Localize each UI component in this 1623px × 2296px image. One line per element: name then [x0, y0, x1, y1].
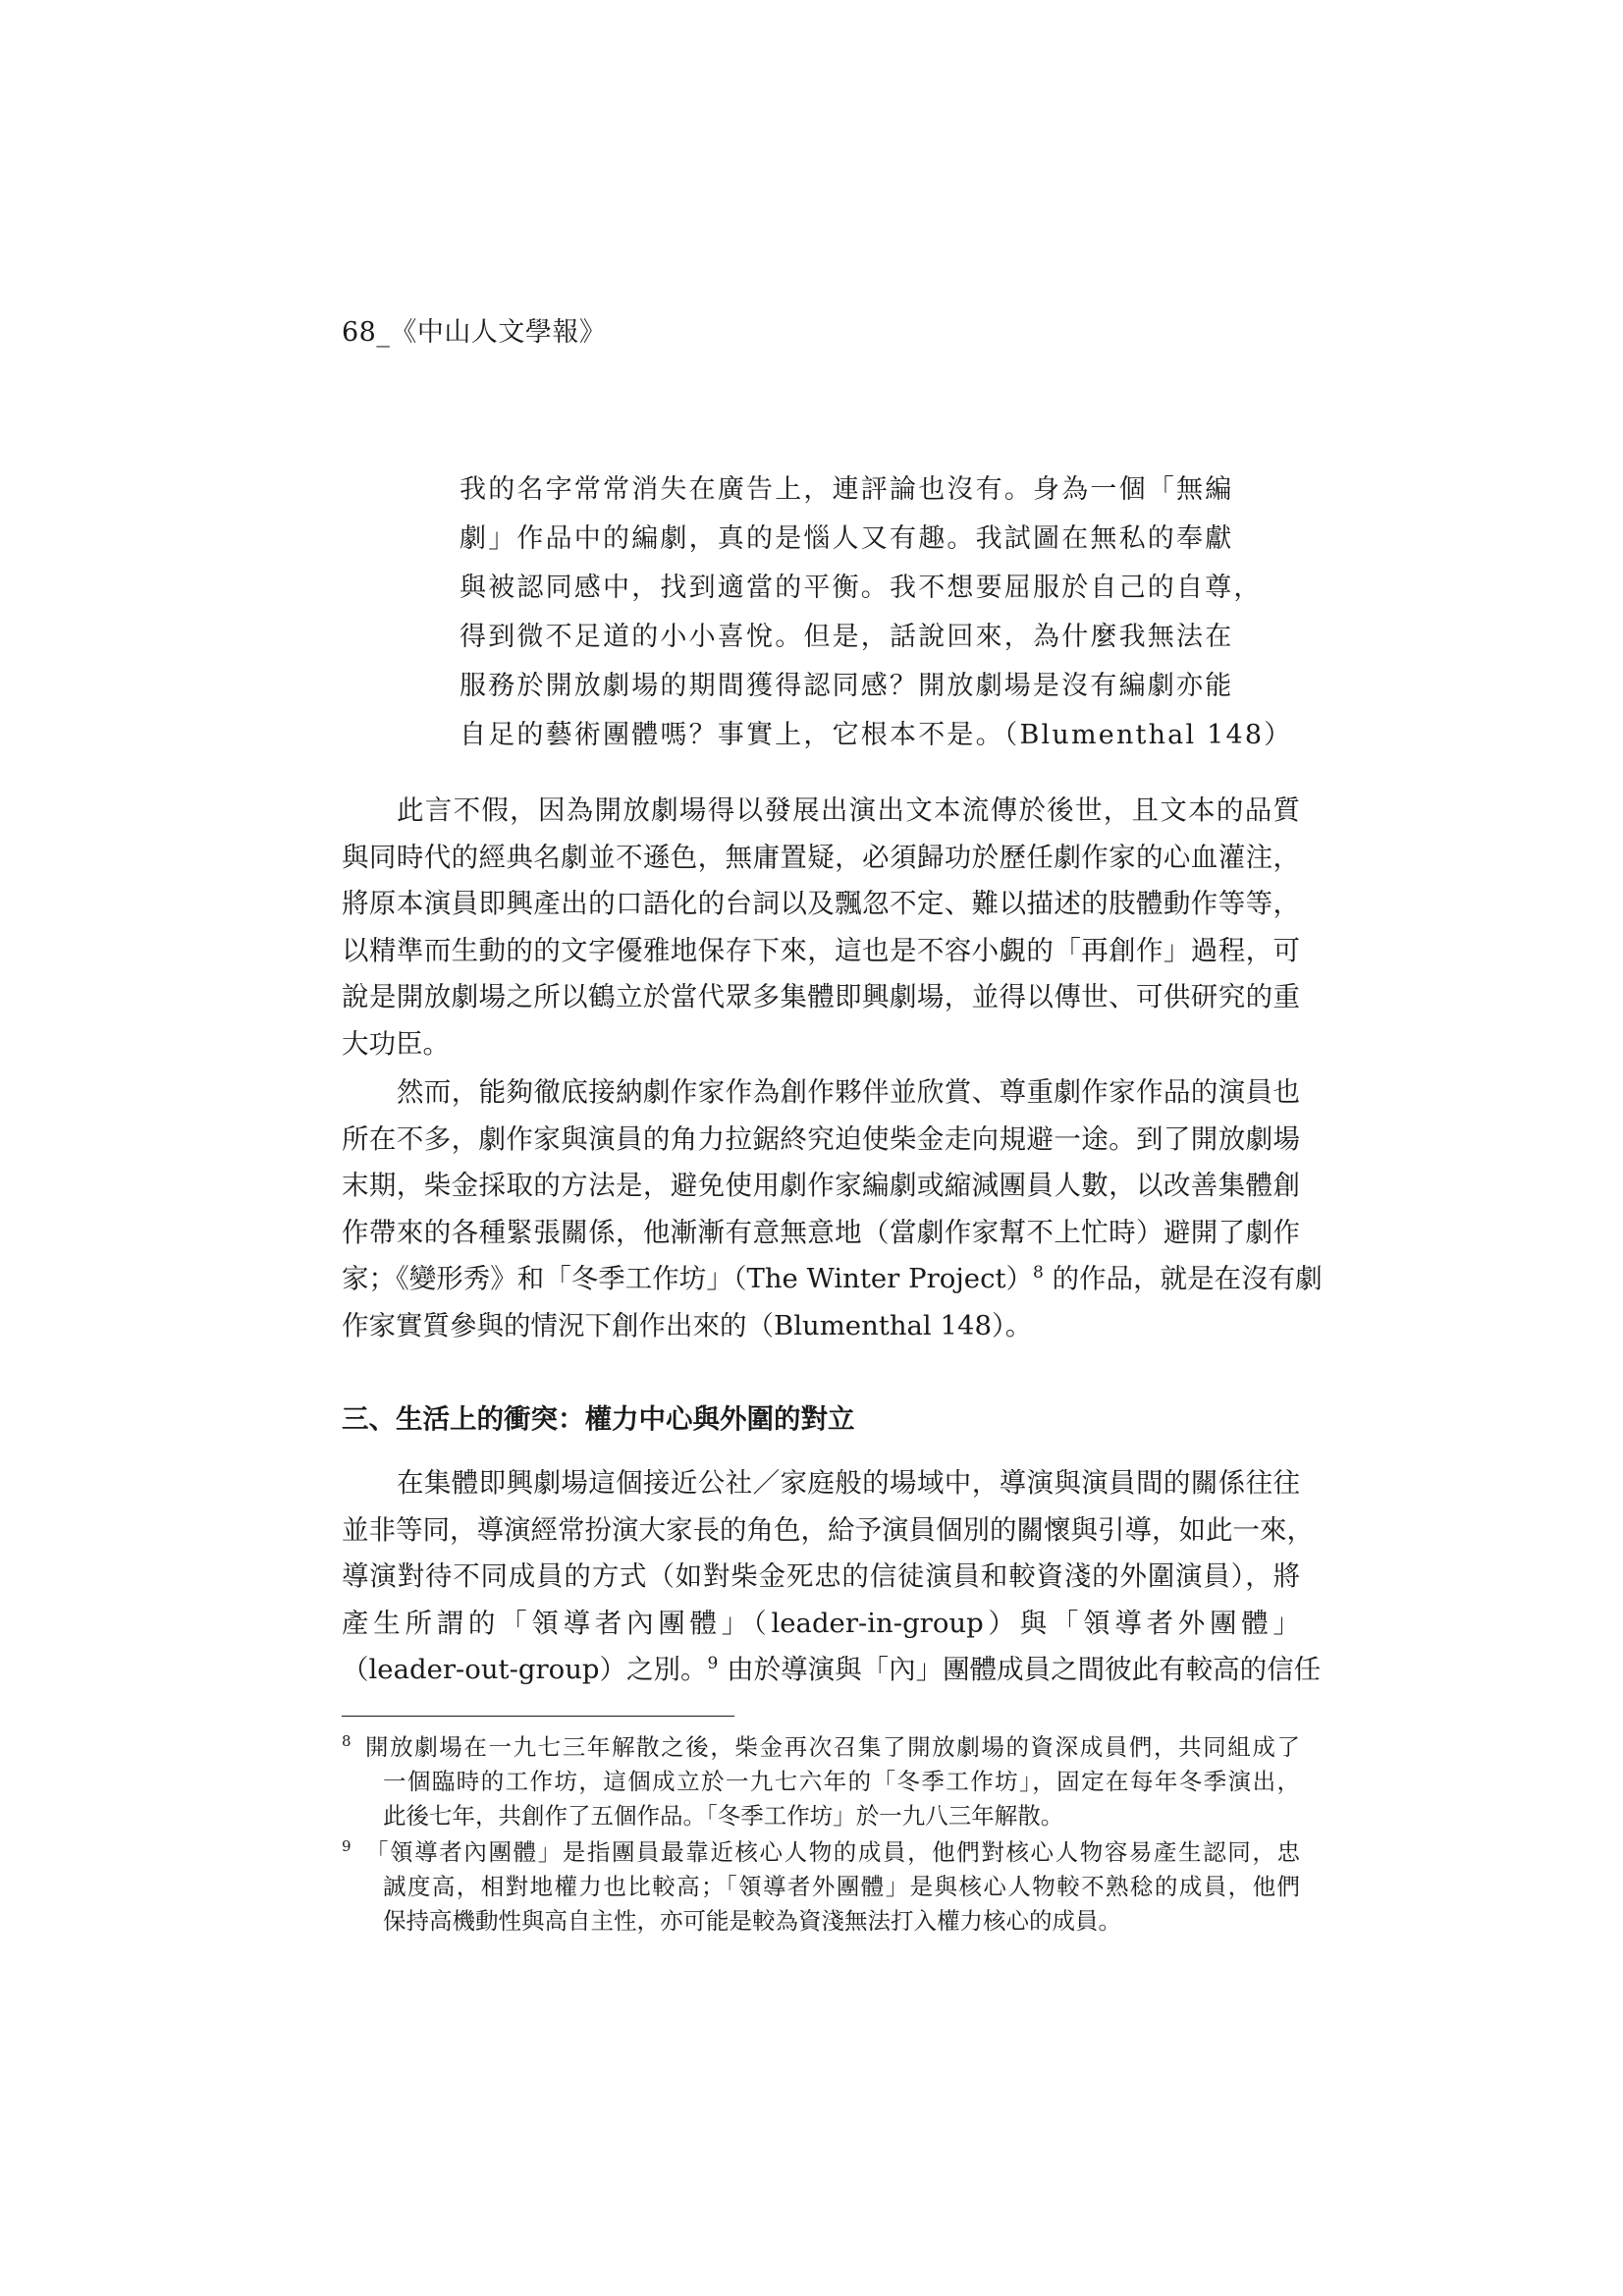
paragraph-line: 所在不多，劇作家與演員的角力拉鋸終究迫使柴金走向規避一途。到了開放劇場: [342, 1122, 1300, 1155]
quote-line: 自足的藝術團體嗎？事實上，它根本不是。（Blumenthal 148）: [460, 720, 1293, 750]
footnote-line: 此後七年，共創作了五個作品。「冬季工作坊」於一九八三年解散。: [383, 1802, 1064, 1830]
paragraph-line: 作家實質參與的情況下創作出來的（Blumenthal 148）。: [342, 1309, 1033, 1341]
footnote-9: [342, 1835, 1300, 1939]
line-text: （leader-out-group）之別。: [342, 1654, 708, 1685]
footnote-divider: [342, 1716, 734, 1717]
line-text: 由於導演與「內」團體成員之間彼此有較高的信任: [718, 1654, 1322, 1685]
footnote-line: 一個臨時的工作坊，這個成立於一九七六年的「冬季工作坊」，固定在每年冬季演出，: [383, 1768, 1300, 1795]
footnote-ref-8[interactable]: 8: [1033, 1262, 1044, 1283]
body-paragraph: [342, 1069, 1323, 1349]
paragraph-line: 末期，柴金採取的方法是，避免使用劇作家編劇或縮減團員人數，以改善集體創: [342, 1170, 1300, 1201]
quote-line: 得到微不足道的小小喜悅。但是，話說回來，為什麼我無法在: [460, 622, 1234, 652]
paragraph-line: 與同時代的經典名劇並不遜色，無庸置疑，必須歸功於歷任劇作家的心血灌注，: [342, 841, 1300, 873]
footnote-line: 開放劇場在一九七三年解散之後，柴金再次召集了開放劇場的資深成員們，共同組成了: [365, 1733, 1300, 1761]
running-header: 68_《中山人文學報》: [342, 317, 607, 348]
paragraph-line: 導演對待不同成員的方式（如對柴金死忠的信徒演員和較資淺的外圍演員），將: [342, 1560, 1300, 1592]
paragraph-line: 然而，能夠徹底接納劇作家作為創作夥伴並欣賞、尊重劇作家作品的演員也: [397, 1076, 1300, 1108]
paragraph-line: 將原本演員即興產出的口語化的台詞以及飄忽不定、難以描述的肢體動作等等，: [342, 888, 1300, 919]
paragraph-line: 大功臣。: [342, 1027, 450, 1060]
body-paragraph: [342, 788, 1300, 1067]
paragraph-line: [342, 1256, 1323, 1303]
footnote-ref-9[interactable]: 9: [707, 1653, 719, 1673]
footnote-line: 誠度高，相對地權力也比較高；「領導者外團體」是與核心人物較不熟稔的成員，他們: [383, 1873, 1300, 1900]
footnote-line: 「領導者內團體」是指團員最靠近核心人物的成員，他們對核心人物容易產生認同，忠: [365, 1838, 1300, 1866]
footnote-number: 8: [342, 1732, 352, 1750]
footnote-8: [342, 1730, 1300, 1833]
quote-line: 服務於開放劇場的期間獲得認同感？開放劇場是沒有編劇亦能: [460, 671, 1234, 701]
paragraph-line: 並非等同，導演經常扮演大家長的角色，給予演員個別的關懷與引導，如此一來，: [342, 1513, 1314, 1546]
body-paragraph: [342, 1460, 1322, 1694]
block-quote: [460, 465, 1293, 760]
quote-line: 與被認同感中，找到適當的平衡。我不想要屈服於自己的自尊，: [460, 573, 1263, 603]
paragraph-line: [342, 1647, 1322, 1694]
paragraph-line: 以精準而生動的的文字優雅地保存下來，這也是不容小覷的「再創作」過程，可: [342, 934, 1300, 966]
paragraph-line: 產生所謂的「領導者內團體」（leader-in-group）與「領導者外團體」: [342, 1607, 1300, 1639]
paragraph-line: 在集體即興劇場這個接近公社／家庭般的場域中，導演與演員間的關係往往: [397, 1467, 1300, 1499]
line-text: 的作品，就是在沒有劇: [1043, 1263, 1323, 1294]
paragraph-line: 作帶來的各種緊張關係，他漸漸有意無意地（當劇作家幫不上忙時）避開了劇作: [342, 1216, 1300, 1248]
footnote-number: 9: [342, 1837, 352, 1855]
quote-line: 我的名字常常消失在廣告上，連評論也沒有。身為一個「無編: [460, 474, 1234, 505]
section-heading: 三、生活上的衝突：權力中心與外圍的對立: [342, 1403, 855, 1435]
footnotes: [342, 1730, 1300, 1941]
footnote-line: 保持高機動性與高自主性，亦可能是較為資淺無法打入權力核心的成員。: [383, 1907, 1121, 1935]
paragraph-line: 說是開放劇場之所以鶴立於當代眾多集體即興劇場，並得以傳世、可供研究的重: [342, 981, 1300, 1012]
paragraph-line: 此言不假，因為開放劇場得以發展出演出文本流傳於後世，且文本的品質: [397, 794, 1300, 826]
quote-line: 劇」作品中的編劇，真的是惱人又有趣。我試圖在無私的奉獻: [460, 523, 1234, 554]
line-text: 家；《變形秀》和「冬季工作坊」（The Winter Project）: [342, 1263, 1034, 1294]
